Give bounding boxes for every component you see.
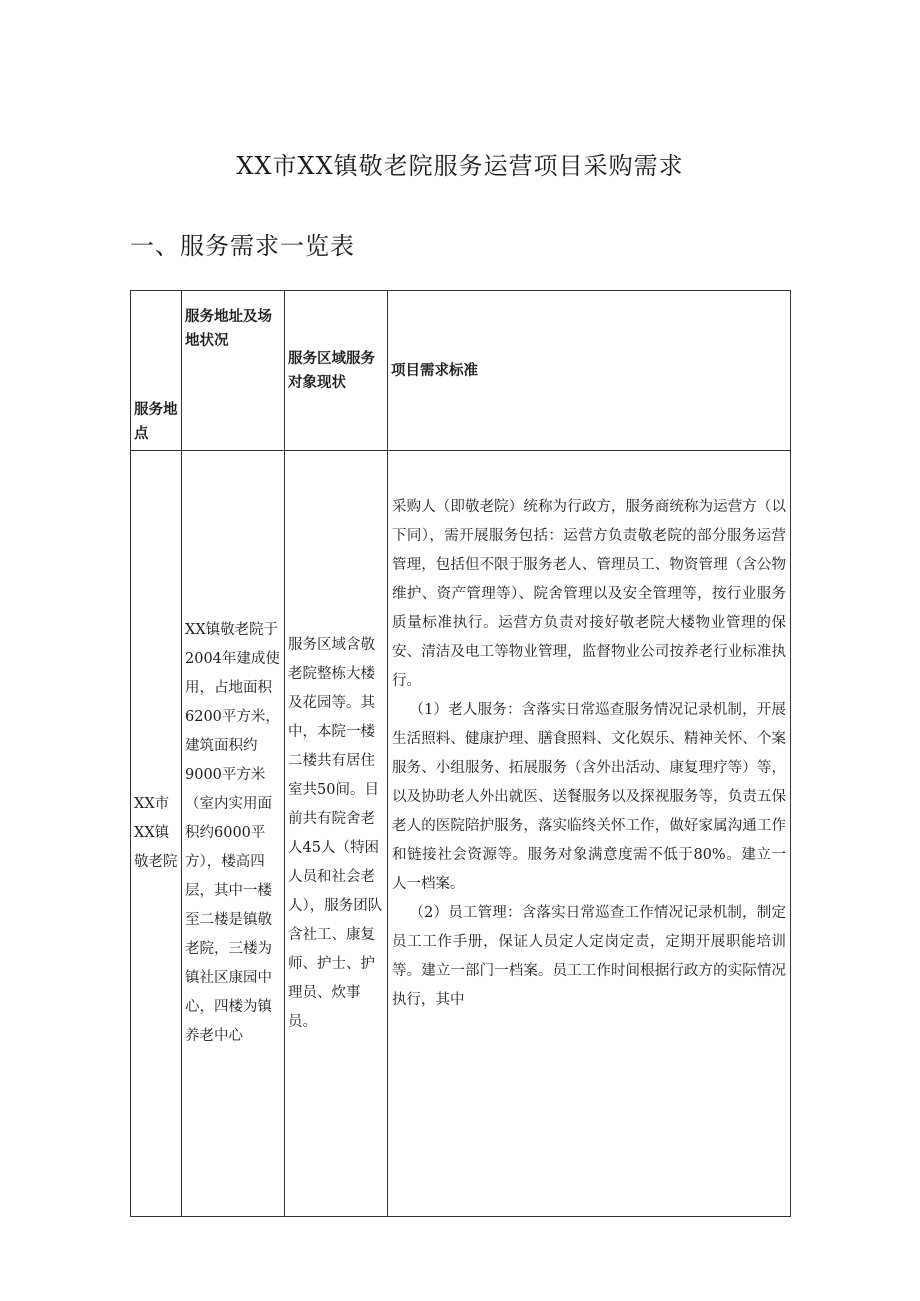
- header-location: 服务地点: [131, 291, 182, 451]
- header-area: 服务区域服务对象现状: [285, 291, 388, 451]
- table-row: [131, 451, 791, 1217]
- standard-paragraph: （1）老人服务：含落实日常巡查服务情况记录机制，开展生活照料、健康护理、膳食照料、文化娱乐、精神关怀、个案服务、小组服务、拓展服务（含外出活动、康复理疗等）等，以及协助老人外出就医、送餐服务以及探视服务等，负责五保老人的医院陪护服务，落实临终关怀工作，做好家属沟通工作和链接社会资源等。服务对象满意度需不低于80%。建立一人一档案。: [392, 702, 786, 892]
- service-requirements-table: [130, 290, 791, 1217]
- document-title: XX市XX镇敬老院服务运营项目采购需求: [236, 152, 684, 180]
- cell-address: XX镇敬老院于2004年建成使用，占地面积6200平方米，建筑面积约9000平方米（室内实用面积约6000平方），楼高四层，其中一楼至二楼是镇敬老院，三楼为镇社区康园中心，四楼为镇养老中心: [182, 451, 285, 1217]
- cell-location: XX市XX镇敬老院: [131, 451, 182, 1217]
- standard-paragraph: （2）员工管理：含落实日常巡查工作情况记录机制，制定员工工作手册，保证人员定人定岗定责，定期开展职能培训等。建立一部门一档案。员工工作时间根据行政方的实际情况执行，其中: [392, 905, 786, 1008]
- table-header-row: [131, 291, 791, 451]
- cell-standard: [388, 451, 791, 1217]
- section-heading: 一、服务需求一览表: [130, 232, 355, 260]
- standard-paragraph: 采购人（即敬老院）统称为行政方，服务商统称为运营方（以下同），需开展服务包括：运营方负责敬老院的部分服务运营管理，包括但不限于服务老人、管理员工、物资管理（含公物维护、资产管理等）、院舍管理以及安全管理等，按行业服务质量标准执行。运营方负责对接好敬老院大楼物业管理的保安、清洁及电工等物业管理，监督物业公司按养老行业标准执行。: [392, 499, 786, 689]
- header-address: 服务地址及场地状况: [182, 291, 285, 451]
- cell-area: 服务区域含敬老院整栋大楼及花园等。其中，本院一楼二楼共有居住室共50间。目前共有院舍老人45人（特困人员和社会老人），服务团队含社工、康复师、护士、护理员、炊事员。: [285, 451, 388, 1217]
- header-standard: 项目需求标准: [388, 291, 791, 451]
